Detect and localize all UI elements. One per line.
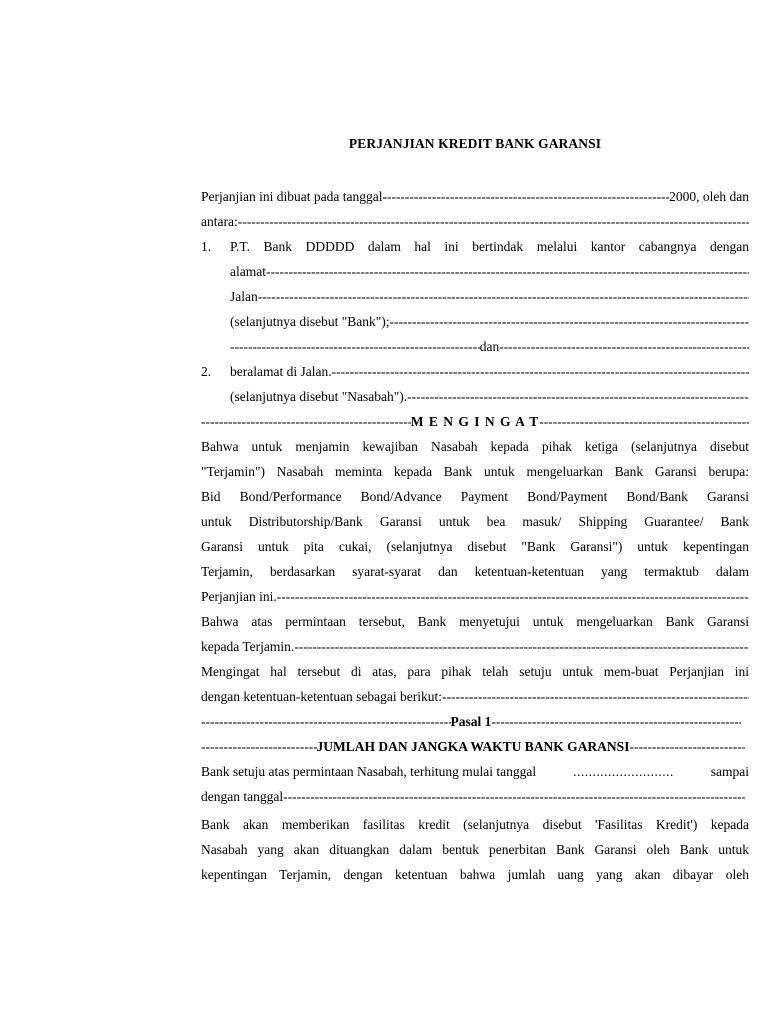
party-2-address-label: beralamat di Jalan. — [230, 364, 332, 379]
date-blank-dots: .......................... — [573, 764, 674, 779]
mengingat-p1-line: Garansi untuk pita cukai, (selanjutnya disebut "Bank Garansi") untuk kepentingan — [201, 539, 749, 554]
pasal-1-heading: Pasal 1 — [450, 714, 492, 729]
pasal-1-p2-line: Bank akan memberikan fasilitas kredit (selanjutnya disebut 'Fasilitas Kredit') kepada — [201, 817, 749, 832]
pasal-1-p1-text: Bank setuju atas permintaan Nasabah, terhitung mulai tanggal — [201, 764, 537, 779]
party-1-text: P.T. Bank DDDDD dalam hal ini bertindak melalui kantor cabangnya dengan — [230, 239, 749, 254]
mengingat-p1-line: untuk Distributorship/Bank Garansi untuk bea masuk/ Shipping Guarantee/ Bank — [201, 514, 749, 529]
pasal-1-p1-line-1 — [201, 759, 749, 784]
dash-filler — [201, 409, 411, 434]
mengingat-p2-line: Bahwa atas permintaan tersebut, Bank menyetujui untuk mengeluarkan Bank Garansi — [201, 614, 749, 629]
dan-text: dan — [479, 339, 500, 354]
party-1-line-1 — [201, 234, 749, 259]
mengingat-p3-line: Mengingat hal tersebut di atas, para pihak telah setuju untuk mem-buat Perjanjian ini — [201, 664, 749, 679]
dash-filler — [499, 334, 749, 359]
party-separator-line — [230, 334, 749, 359]
pasal-1-p2-line: Nasabah yang akan dituangkan dalam bentuk penerbitan Bank Garansi oleh Bank untuk — [201, 842, 749, 857]
pasal-1-p1-sampai: sampai — [710, 764, 749, 779]
opening-line-1 — [201, 184, 749, 209]
pasal-1-subheading-line — [201, 734, 745, 759]
opening-text: Perjanjian ini dibuat pada tanggal — [201, 189, 383, 204]
opening-year-text: 2000, oleh dan — [669, 189, 749, 204]
dash-filler — [266, 259, 749, 284]
pasal-1-p1-line-2 — [201, 784, 745, 809]
mengingat-p2-last-line — [201, 634, 749, 659]
dash-filler — [332, 359, 749, 384]
dash-filler — [201, 734, 317, 759]
party-2-line-1 — [201, 359, 749, 384]
party-1-number: 1. — [201, 239, 212, 254]
dash-filler — [277, 584, 749, 609]
mengingat-heading: M E N G I N G A T — [410, 414, 540, 429]
mengingat-p3-last-line — [201, 684, 749, 709]
mengingat-p3-last-text: dengan ketentuan-ketentuan sebagai berikut: — [201, 689, 443, 704]
party-1-street-label: Jalan — [230, 289, 258, 304]
opening-line-2 — [201, 209, 749, 234]
dash-filler — [258, 284, 749, 309]
dash-filler — [390, 309, 750, 334]
dash-filler — [407, 384, 749, 409]
mengingat-p1-line: "Terjamin") Nasabah meminta kepada Bank untuk mengeluarkan Bank Garansi berupa: — [201, 464, 749, 479]
pasal-1-p2-line: kepentingan Terjamin, dengan ketentuan bahwa jumlah uang yang akan dibayar oleh — [201, 867, 749, 882]
mengingat-p2-last-text: kepada Terjamin. — [201, 639, 295, 654]
opening-antara: antara: — [201, 214, 238, 229]
party-2-alias: (selanjutnya disebut "Nasabah"). — [230, 389, 408, 404]
document-page — [201, 0, 749, 1024]
party-1-alias: (selanjutnya disebut "Bank"); — [230, 314, 390, 329]
party-2-line-2 — [230, 384, 749, 409]
mengingat-p1-last-text: Perjanjian ini. — [201, 589, 277, 604]
dash-filler — [238, 209, 749, 234]
pasal-1-subheading: JUMLAH DAN JANGKA WAKTU BANK GARANSI — [316, 739, 630, 754]
mengingat-p1-line: Terjamin, berdasarkan syarat-syarat dan ketentuan-ketentuan yang termaktub dalam — [201, 564, 749, 579]
party-2-number: 2. — [201, 364, 212, 379]
party-1-line-2 — [230, 259, 749, 284]
party-1-address-label: alamat — [230, 264, 266, 279]
document-title: PERJANJIAN KREDIT BANK GARANSI — [348, 136, 602, 151]
party-1-line-4 — [230, 309, 749, 334]
dash-filler — [539, 409, 749, 434]
mengingat-p1-line: Bid Bond/Performance Bond/Advance Payment Bond/Payment Bond/Bank Garansi — [201, 489, 749, 504]
mengingat-p1-line: Bahwa untuk menjamin kewajiban Nasabah kepada pihak ketiga (selanjutnya disebut — [201, 439, 749, 454]
dash-filler — [382, 184, 669, 209]
dash-filler — [294, 634, 749, 659]
dash-filler — [442, 684, 749, 709]
dash-filler — [230, 334, 480, 359]
pasal-1-p1-end-date-label: dengan tanggal — [201, 789, 284, 804]
pasal-1-heading-line — [201, 709, 741, 734]
dash-filler — [629, 734, 745, 759]
dash-filler — [491, 709, 741, 734]
dash-filler — [283, 784, 745, 809]
mengingat-p1-last-line — [201, 584, 749, 609]
dash-filler — [201, 709, 451, 734]
mengingat-heading-line — [201, 409, 749, 434]
party-1-line-3 — [230, 284, 749, 309]
